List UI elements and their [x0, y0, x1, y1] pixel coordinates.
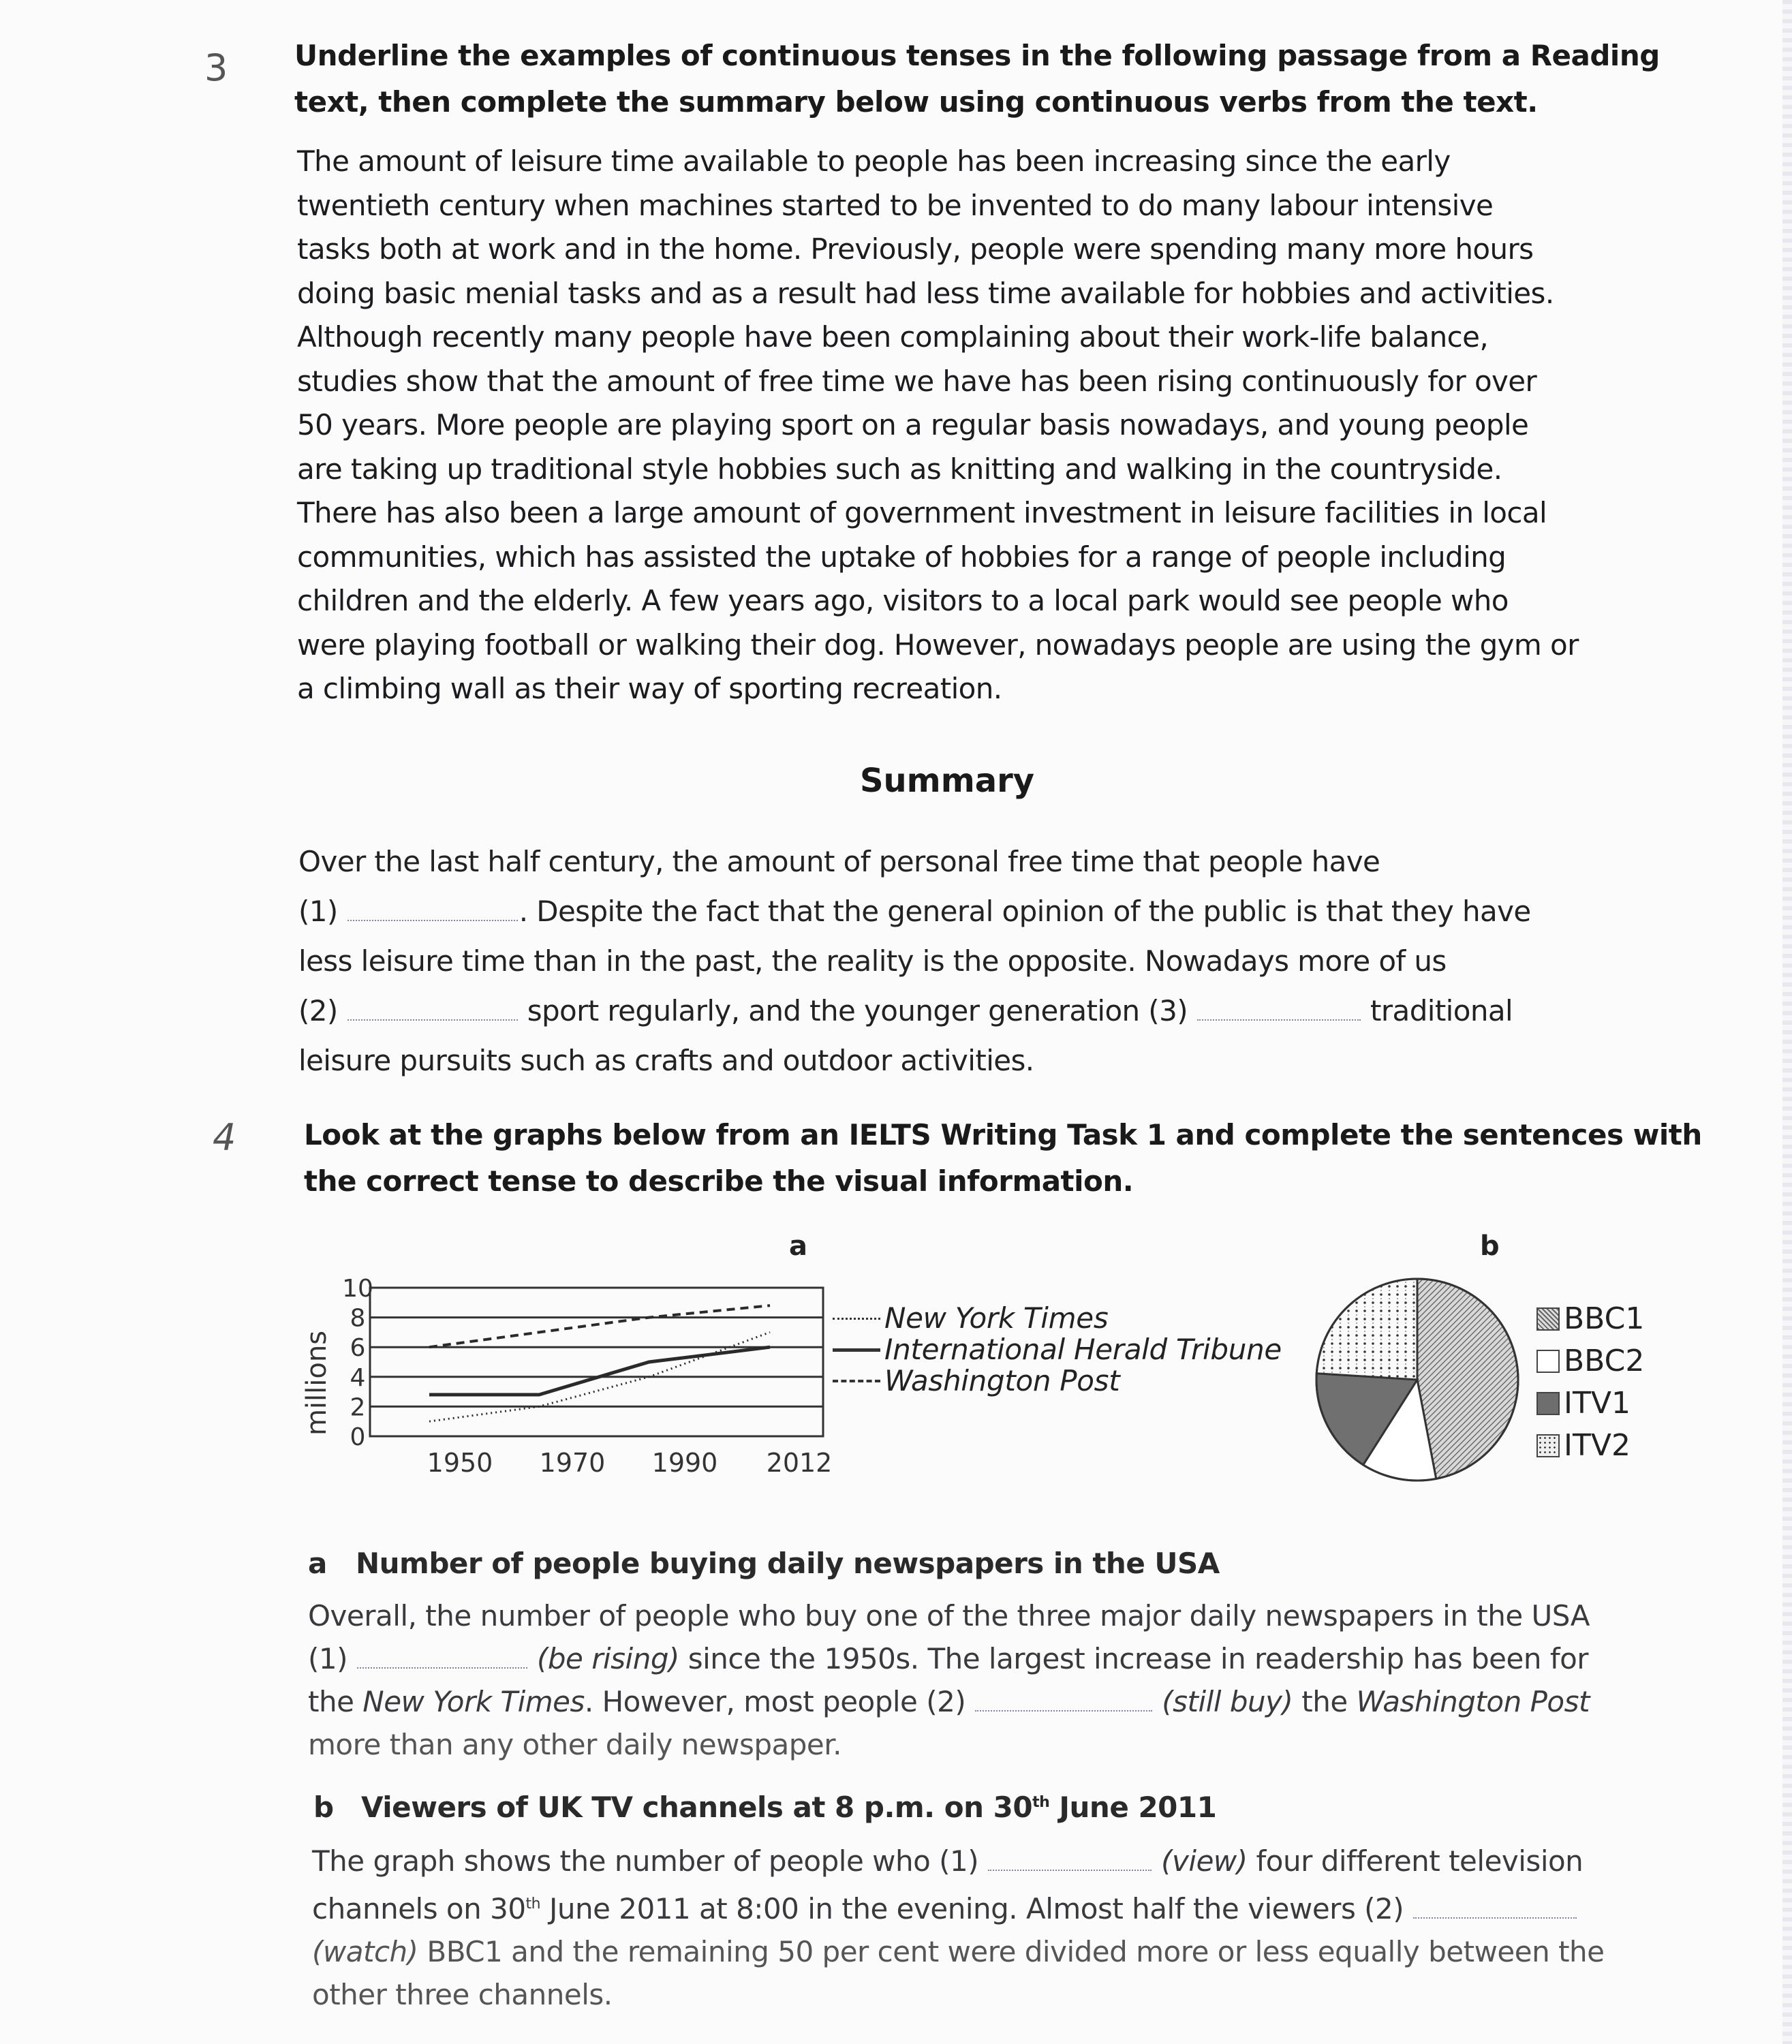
summary-line: leisure pursuits such as crafts and outdoor activities. [298, 1044, 1034, 1077]
plot-frame [370, 1288, 823, 1436]
legend-item-international-herald-tribune [833, 1334, 1282, 1365]
passage-line: The amount of leisure time available to people has been increasing since the early [297, 144, 1451, 178]
part-a-paragraph [308, 1594, 1671, 1766]
part-b-text: June 2011 at 8:00 in the evening. Almost half the viewers (2) [540, 1892, 1404, 1925]
instruction-line: Underline the examples of continuous tenses in the following passage from a Reading [294, 39, 1660, 72]
part-b-gap-1-blank[interactable] [988, 1849, 1152, 1871]
part-b-line [312, 1840, 1675, 1883]
passage-line: tasks both at work and in the home. Previously, people were spending many more hours [297, 232, 1534, 266]
legend-item-itv1 [1536, 1382, 1644, 1425]
passage-line: studies show that the amount of free time we have has been rising continuously for over [297, 364, 1537, 398]
pie-slice-itv2 [1316, 1279, 1417, 1380]
legend-item-washington-post [833, 1365, 1282, 1397]
summary-line [298, 986, 1661, 1036]
y-tick-labels [342, 1275, 373, 1451]
legend-label: BBC2 [1564, 1344, 1645, 1378]
part-b-title: Viewers of UK TV channels at 8 p.m. on 30 [361, 1791, 1033, 1824]
y-axis-title [301, 1331, 333, 1436]
verb-hint: (watch) [312, 1935, 418, 1968]
part-a-text: since the 1950s. The largest increase in readership has been for [679, 1642, 1589, 1675]
svg-text:1950: 1950 [427, 1448, 493, 1478]
passage-line: were playing football or walking their dog. However, nowadays people are using the gym or [297, 628, 1579, 662]
white-swatch-icon [1536, 1350, 1560, 1373]
hatched-swatch-icon [1536, 1307, 1560, 1331]
dashed-line-swatch-icon [833, 1380, 880, 1382]
newspaper-name: New York Times [362, 1685, 585, 1718]
passage-line: 50 years. More people are playing sport on a regular basis nowadays, and young people [297, 408, 1529, 442]
part-b-paragraph [312, 1840, 1675, 2016]
dotted-swatch-icon [1536, 1434, 1560, 1457]
part-a-line [308, 1680, 1671, 1723]
passage-line: communities, which has assisted the uptake of hobbies for a range of people including [297, 540, 1507, 574]
verb-hint: (still buy) [1162, 1685, 1293, 1718]
part-a-line [308, 1637, 1671, 1680]
exercise-3-instruction [294, 33, 1660, 125]
chart-a-label: a [789, 1230, 807, 1262]
part-b-text: The graph shows the number of people who (1) [312, 1844, 979, 1878]
exercise-4-instruction [304, 1112, 1702, 1205]
x-tick-labels [427, 1448, 833, 1478]
part-a-line: more than any other daily newspaper. [308, 1728, 842, 1761]
gap-1-label: (1) [298, 895, 338, 928]
summary-text: traditional [1370, 994, 1513, 1027]
exercise-4-number: 4 [213, 1116, 236, 1159]
summary-text: sport regularly, and the younger generation (3) [527, 994, 1188, 1027]
legend-item-bbc1 [1536, 1298, 1644, 1340]
svg-text:2: 2 [350, 1393, 366, 1422]
part-b-line [312, 1883, 1675, 1930]
summary-paragraph [298, 837, 1661, 1085]
passage-line: a climbing wall as their way of sporting recreation. [297, 672, 1002, 705]
newspaper-name: Washington Post [1356, 1685, 1590, 1718]
part-b-text: channels on 30 [312, 1892, 526, 1925]
summary-gap-1-blank[interactable] [347, 899, 518, 921]
svg-text:6: 6 [350, 1334, 366, 1363]
legend-label: ITV1 [1564, 1386, 1631, 1421]
part-a-letter: a [308, 1547, 327, 1580]
dotted-line-swatch-icon [833, 1318, 880, 1320]
passage-line: Although recently many people have been complaining about their work-life balance, [297, 320, 1489, 354]
solid-line-swatch-icon [833, 1348, 880, 1352]
part-b-line: other three channels. [312, 1978, 613, 2011]
part-a-text: the [1293, 1685, 1357, 1718]
verb-hint: (view) [1161, 1844, 1248, 1878]
passage-line: There has also been a large amount of government investment in leisure facilities in local [297, 496, 1547, 529]
ordinal-suffix: th [1032, 1794, 1050, 1811]
svg-text:0: 0 [350, 1423, 366, 1451]
exercise-3-number: 3 [204, 46, 228, 89]
legend-label: BBC1 [1564, 1301, 1645, 1336]
instruction-line: Look at the graphs below from an IELTS Writing Task 1 and complete the sentences with [304, 1118, 1702, 1151]
part-a-text: . However, most people (2) [584, 1685, 966, 1718]
summary-title: Summary [859, 762, 1035, 800]
instruction-line: the correct tense to describe the visual information. [304, 1164, 1134, 1198]
svg-text:4: 4 [350, 1363, 366, 1392]
passage-line: twentieth century when machines started to be invented to do many labour intensive [297, 188, 1494, 222]
part-b-line [312, 1930, 1675, 1973]
passage-line: are taking up traditional style hobbies such as knitting and walking in the countryside. [297, 452, 1502, 486]
gap-label: (1) [308, 1642, 347, 1675]
ordinal-suffix: th [525, 1895, 541, 1913]
passage-line: doing basic menial tasks and as a result had less time available for hobbies and activities. [297, 276, 1554, 310]
tv-viewers-pie-chart [1312, 1274, 1523, 1485]
legend-label: New York Times [884, 1301, 1109, 1335]
part-b-text: BBC1 and the remaining 50 per cent were divided more or less equally between the [418, 1935, 1605, 1968]
series-line-international-herald-tribune [429, 1347, 770, 1395]
summary-gap-3-blank[interactable] [1197, 999, 1361, 1021]
legend-label: Washington Post [884, 1364, 1120, 1397]
instruction-line: text, then complete the summary below using continuous verbs from the text. [294, 85, 1538, 119]
part-b-title: June 2011 [1049, 1791, 1217, 1824]
svg-text:millions: millions [301, 1330, 333, 1436]
summary-text: . Despite the fact that the general opinion of the public is that they have [519, 895, 1531, 928]
part-a-gap-1-blank[interactable] [357, 1647, 527, 1669]
part-b-heading [313, 1791, 1216, 1824]
part-a-gap-2-blank[interactable] [975, 1690, 1152, 1712]
legend-item-itv2 [1536, 1425, 1644, 1467]
svg-text:1990: 1990 [651, 1448, 718, 1478]
part-b-text: four different television [1247, 1844, 1584, 1878]
passage-line: children and the elderly. A few years ago, visitors to a local park would see people who [297, 584, 1509, 617]
series-lines [429, 1305, 770, 1421]
summary-line: less leisure time than in the past, the reality is the opposite. Nowadays more of us [298, 944, 1447, 978]
part-a-title: Number of people buying daily newspapers in the USA [356, 1547, 1220, 1580]
legend-label: International Herald Tribune [884, 1333, 1282, 1366]
svg-text:2012: 2012 [766, 1448, 833, 1478]
summary-gap-2-blank[interactable] [347, 999, 518, 1021]
summary-line [298, 886, 1661, 936]
part-a-text: the [308, 1685, 363, 1718]
part-a-heading [308, 1547, 1220, 1580]
part-b-gap-2-blank[interactable] [1413, 1897, 1577, 1919]
gap-2-label: (2) [298, 994, 338, 1027]
svg-text:8: 8 [350, 1304, 366, 1333]
legend-item-bbc2 [1536, 1340, 1644, 1382]
part-a-line: Overall, the number of people who buy one of the three major daily newspapers in the USA [308, 1599, 1590, 1632]
chart-b-legend [1536, 1298, 1644, 1467]
page-edge [1782, 0, 1792, 2044]
series-line-washington-post [429, 1305, 770, 1347]
pie-slice-bbc1 [1417, 1279, 1518, 1478]
verb-hint: (be rising) [537, 1642, 679, 1675]
summary-line: Over the last half century, the amount of personal free time that people have [298, 845, 1380, 878]
part-b-letter: b [313, 1791, 334, 1824]
legend-label: ITV2 [1564, 1428, 1631, 1463]
svg-text:10: 10 [342, 1275, 373, 1303]
reading-passage [297, 140, 1694, 711]
legend-item-new-york-times [833, 1303, 1282, 1334]
svg-text:1970: 1970 [539, 1448, 606, 1478]
grey-swatch-icon [1536, 1392, 1560, 1415]
chart-a-legend [833, 1303, 1282, 1397]
newspaper-line-chart [293, 1260, 838, 1485]
chart-b-label: b [1480, 1230, 1500, 1262]
